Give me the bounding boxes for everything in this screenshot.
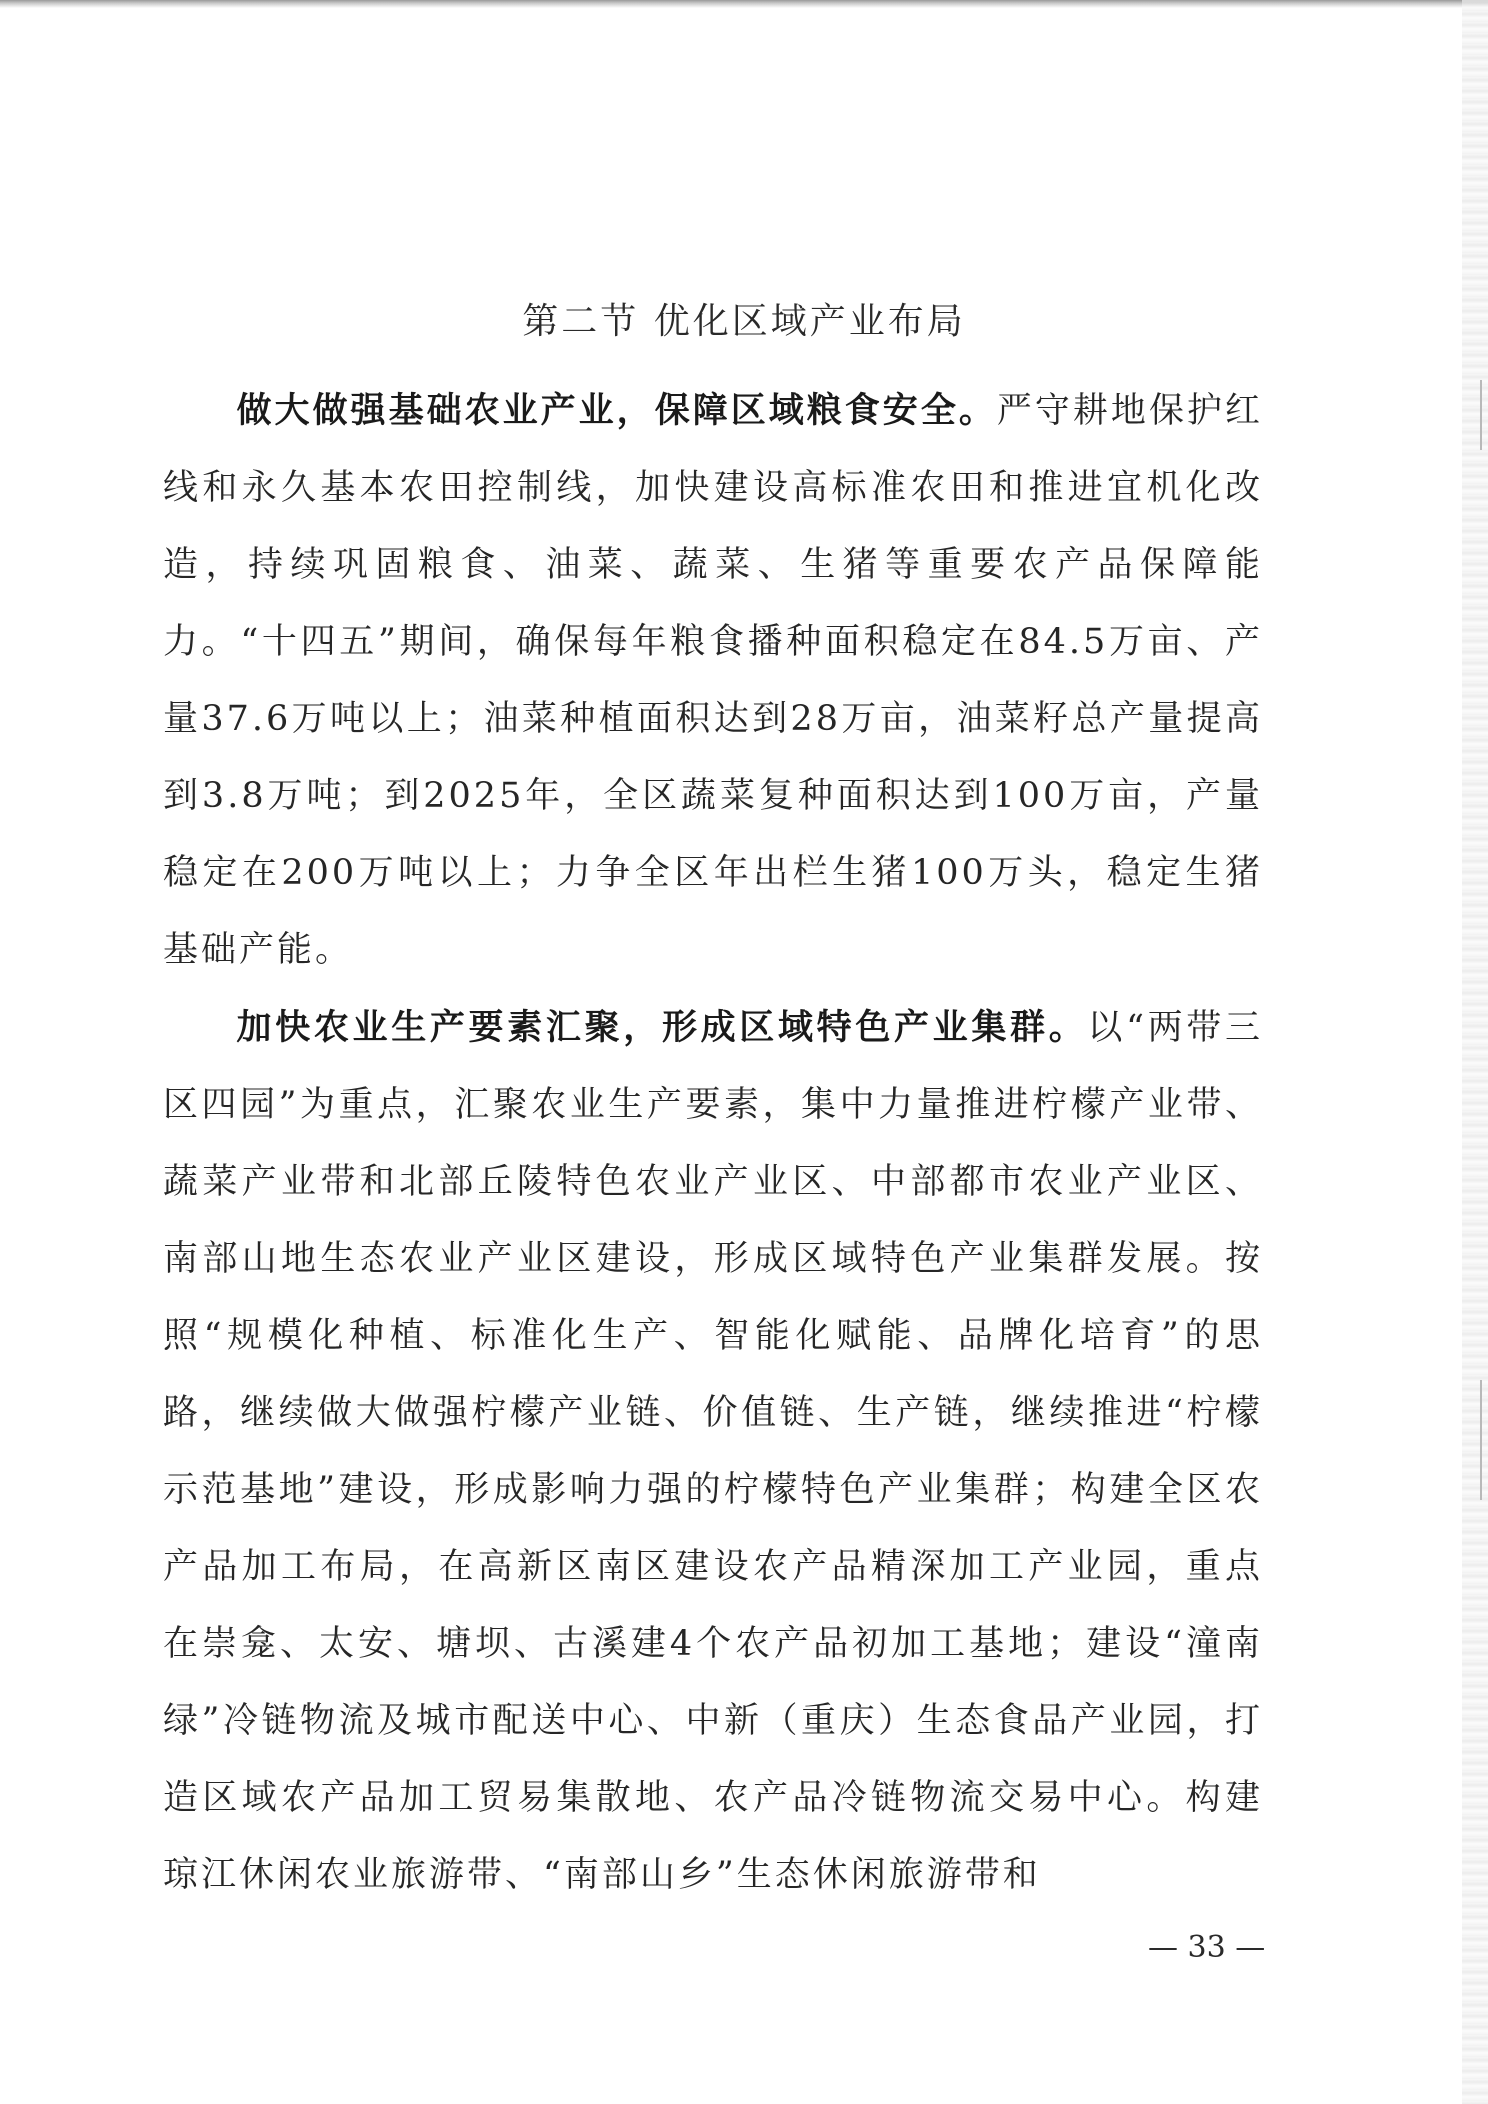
scan-artifact-mark — [1480, 380, 1482, 450]
document-body — [163, 372, 1263, 1914]
paragraph-text: 以“两带三区四园”为重点，汇聚农业生产要素，集中力量推进柠檬产业带、蔬菜产业带和北部丘陵特色农业产业区、中部都市农业产业区、南部山地生态农业产业区建设，形成区域特色产业集群发展。按照“规模化种植、标准化生产、智能化赋能、品牌化培育”的思路，继续做大做强柠檬产业链、价值链、生产链，继续推进“柠檬示范基地”建设，形成影响力强的柠檬特色产业集群；构建全区农产品加工布局，在高新区南区建设农产品精深加工产业园，重点在崇龛、太安、塘坝、古溪建4个农产品初加工基地；建设“潼南绿”冷链物流及城市配送中心、中新（重庆）生态食品产业园，打造区域农产品加工贸易集散地、农产品冷链物流交易中心。构建琼江休闲农业旅游带、“南部山乡”生态休闲旅游带和 — [163, 1008, 1263, 1895]
page-number: — 33 — — [1148, 1930, 1266, 1965]
scan-artifact-mark — [1480, 1380, 1482, 1500]
paragraph-lead: 加快农业生产要素汇聚，形成区域特色产业集群。 — [236, 1007, 1088, 1048]
section-title: 第二节 优化区域产业布局 — [522, 301, 966, 342]
paragraph-text: 严守耕地保护红线和永久基本农田控制线，加快建设高标准农田和推进宜机化改造，持续巩固粮食、油菜、蔬菜、生猪等重要农产品保障能力。“十四五”期间，确保每年粮食播种面积稳定在84.5万亩、产量37.6万吨以上；油菜种植面积达到28万亩，油菜籽总产量提高到3.8万吨；到2025年，全区蔬菜复种面积达到100万亩，产量稳定在200万吨以上；力争全区年出栏生猪100万头，稳定生猪基础产能。 — [163, 391, 1263, 970]
scan-top-edge — [0, 0, 1488, 8]
paragraph-food-security — [163, 372, 1263, 989]
paragraph-lead: 做大做强基础农业产业，保障区域粮食安全。 — [236, 390, 997, 431]
paragraph-industry-cluster — [163, 989, 1263, 1914]
